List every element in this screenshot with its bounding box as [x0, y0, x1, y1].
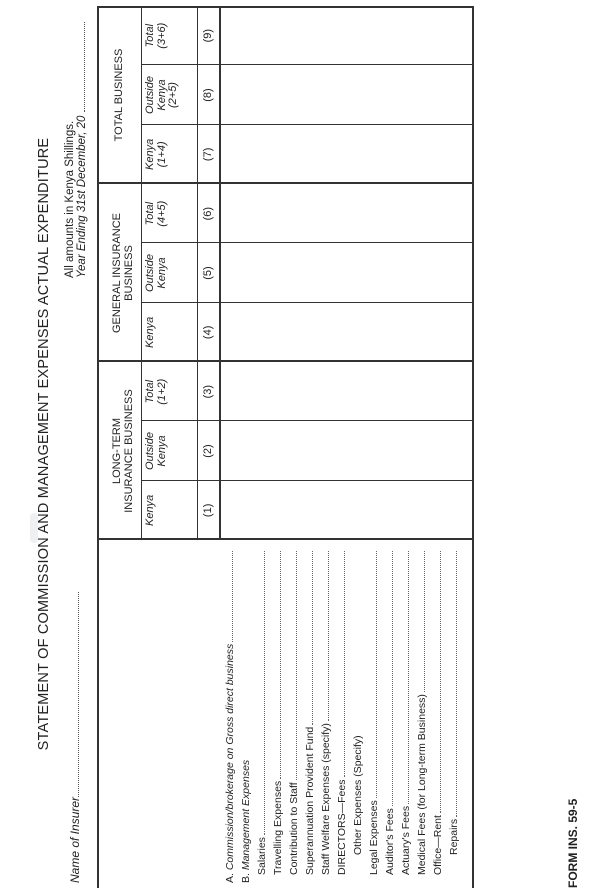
column-subheader-line: Kenya	[144, 316, 156, 348]
insurer-blank-line[interactable]	[69, 592, 79, 797]
column-subheader-line: Kenya	[144, 494, 156, 526]
row-label-text: B.	[240, 870, 252, 883]
column-divider-rule	[141, 124, 474, 125]
dotted-leader	[271, 551, 281, 779]
row-label	[222, 551, 238, 883]
row-label-text: Salaries	[256, 837, 268, 875]
column-subheader-line: Outside	[144, 254, 156, 292]
column-number: (4)	[202, 325, 214, 340]
group-header	[111, 184, 135, 362]
column-subheader-line: Kenya	[155, 435, 168, 467]
column-number: (7)	[202, 147, 214, 162]
column-subheader-line: Total	[144, 379, 156, 404]
row-label	[382, 551, 398, 875]
column-number: (8)	[202, 88, 214, 102]
table-top-rule	[97, 6, 99, 888]
column-subheader-line: (1+4)	[155, 141, 168, 168]
column-subheader-line: Total	[144, 23, 156, 48]
column-divider-rule	[141, 242, 474, 243]
column-number: (2)	[202, 444, 214, 458]
dotted-leader	[415, 551, 425, 692]
row-label-text: Auditor's Fees	[384, 808, 396, 875]
column-subheader	[145, 421, 168, 480]
column-subheader	[145, 184, 168, 243]
dotted-leader	[383, 551, 393, 806]
dotted-leader	[335, 552, 345, 778]
column-number: (3)	[202, 384, 214, 399]
column-number: (1)	[202, 503, 214, 518]
row-label-italic: Management Expenses	[240, 759, 252, 871]
column-subheader	[145, 481, 157, 540]
column-header-rule	[197, 6, 198, 540]
row-label-text: Travelling Expenses	[272, 780, 284, 875]
expenditure-table	[97, 6, 474, 888]
year-blank-line[interactable]	[76, 22, 85, 112]
group-header-line: GENERAL INSURANCE	[111, 213, 123, 334]
dotted-leader	[303, 551, 313, 725]
row-label	[254, 551, 270, 875]
row-label	[430, 551, 446, 875]
column-subheader-line: (4+5)	[155, 200, 168, 227]
page-title: STATEMENT OF COMMISSION AND MANAGEMENT EXPENSES ACTUAL EXPENDITURE	[36, 137, 52, 751]
group-header	[113, 6, 125, 184]
dotted-leader	[223, 551, 233, 642]
insurer-label: Name of Insurer	[68, 796, 82, 883]
group-header-line: INSURANCE BUSINESS	[123, 389, 135, 513]
year-ending-field[interactable]	[76, 0, 88, 278]
row-label	[414, 551, 430, 875]
column-number: (9)	[202, 28, 214, 43]
column-subheader	[145, 243, 168, 302]
dotted-leader	[367, 551, 377, 798]
group-header-rule	[141, 184, 142, 362]
column-number: (5)	[202, 266, 214, 280]
form-number: FORM INS. 59-5	[566, 798, 580, 888]
dotted-leader	[431, 551, 441, 813]
row-label	[238, 760, 254, 883]
row-label-text: Legal Expenses	[368, 800, 380, 875]
column-subheader-line: Outside	[144, 76, 156, 114]
column-divider-rule	[141, 64, 474, 65]
column-subheader-line: (1+2)	[155, 378, 168, 405]
row-label-text: Contribution to Staff	[288, 782, 300, 875]
amounts-note-block	[64, 0, 88, 278]
group-header-line: LONG-TERM	[111, 418, 123, 484]
column-subheader-line: Kenya	[144, 138, 156, 170]
column-divider-rule	[141, 420, 474, 421]
row-label-text: Actuary's Fees	[400, 805, 412, 875]
row-label-italic: Commission/brokerage on Gross direct business	[224, 643, 236, 871]
group-header-line: TOTAL BUSINESS	[113, 48, 125, 142]
column-number: (6)	[202, 206, 214, 221]
column-subheader	[145, 362, 168, 421]
column-subheader-line: (2+5)	[167, 82, 179, 109]
group-header-line: BUSINESS	[123, 245, 135, 301]
row-label	[398, 551, 414, 875]
dotted-leader	[319, 551, 329, 721]
row-label	[366, 551, 382, 875]
table-bottom-rule	[472, 6, 474, 888]
dotted-leader	[399, 551, 409, 804]
row-label	[318, 551, 334, 875]
row-label	[446, 551, 462, 855]
column-subheader-line: Total	[144, 201, 156, 226]
row-label-text: Superannuation Provident Fund	[304, 726, 316, 875]
header-bottom-rule	[219, 6, 221, 540]
row-label	[334, 552, 350, 876]
column-subheader	[145, 6, 168, 65]
row-label-text: DIRECTORS—Fees	[336, 779, 348, 875]
dotted-leader	[287, 551, 297, 780]
group-header	[111, 362, 135, 540]
row-label-text: Repairs	[448, 818, 460, 855]
year-ending-label: Year Ending 31st December, 20	[76, 115, 88, 278]
column-subheader	[145, 65, 180, 124]
row-label-text: Staff Welfare Expenses (specify)	[320, 723, 332, 875]
column-subheader	[145, 125, 168, 184]
row-label-text: Medical Fees (for Long-term Business)	[416, 694, 428, 875]
column-divider-rule	[141, 480, 474, 481]
row-label-text: Office—Rent	[432, 815, 444, 875]
column-subheader-line: Outside	[144, 432, 156, 470]
dotted-leader	[447, 551, 457, 817]
group-header-rule	[141, 362, 142, 540]
row-label	[286, 551, 302, 875]
row-label-text: A.	[224, 870, 236, 883]
column-subheader-line: Kenya	[155, 257, 168, 289]
insurer-name-field[interactable]	[68, 592, 82, 883]
column-divider-rule	[141, 302, 474, 303]
dotted-leader	[255, 551, 265, 835]
currency-note: All amounts in Kenya Shillings.	[64, 120, 76, 278]
column-subheader-line: Kenya	[155, 79, 168, 111]
row-label-text: Other Expenses (Specify)	[352, 735, 364, 855]
group-header-rule	[141, 6, 142, 184]
row-label	[302, 551, 318, 875]
column-subheader	[145, 303, 157, 362]
column-subheader-line: (3+6)	[155, 22, 168, 49]
row-label	[350, 735, 366, 855]
row-label	[270, 551, 286, 875]
